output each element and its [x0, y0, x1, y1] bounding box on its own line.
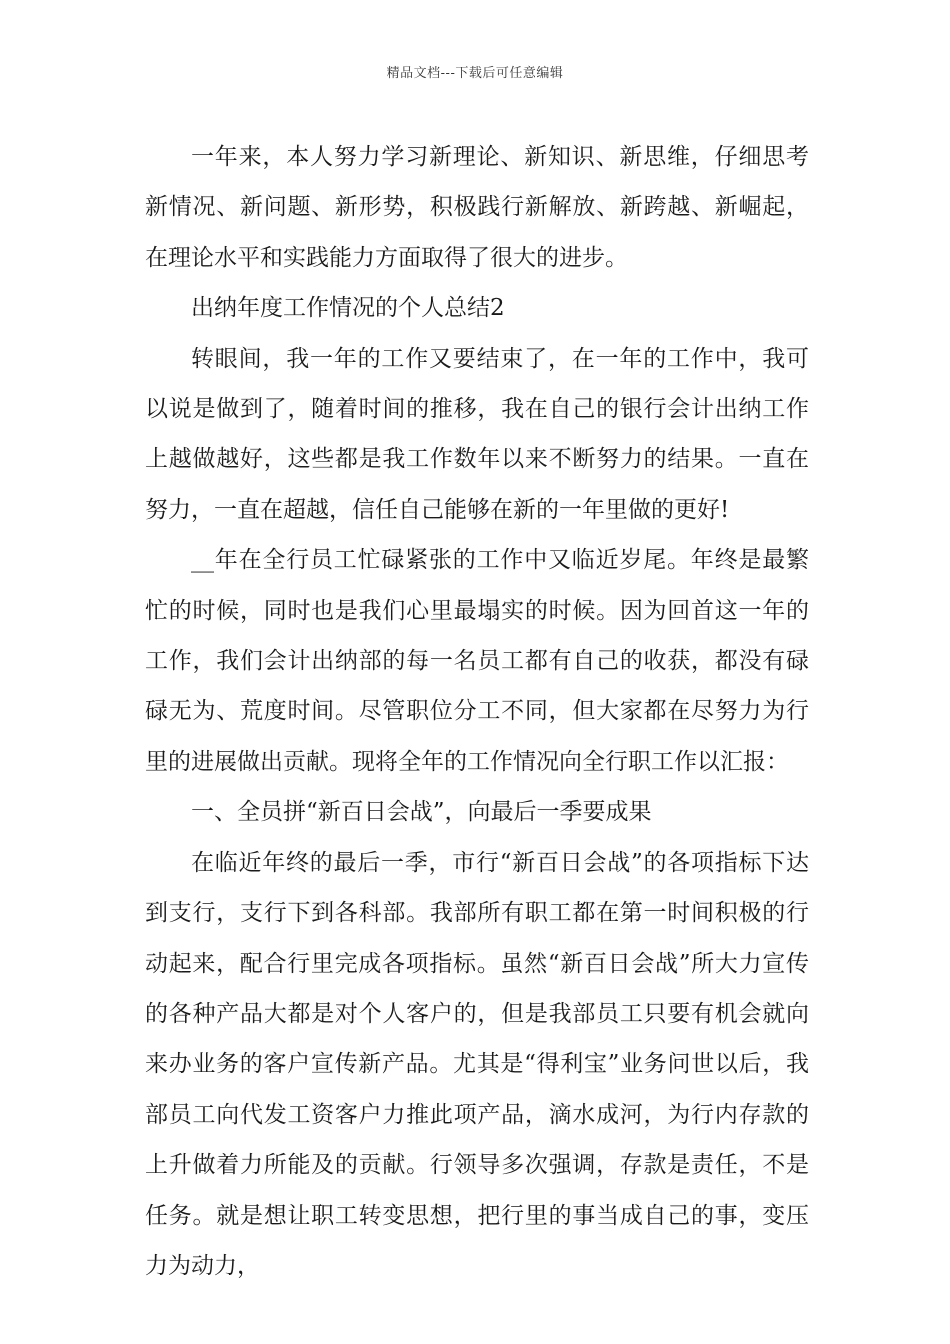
- paragraph: 转眼间，我一年的工作又要结束了，在一年的工作中，我可以说是做到了，随着时间的推移，我在自己的银行会计出纳工作上越做越好，这些都是我工作数年以来不断努力的结果。一直在努力，一直在超越，信任自己能够在新的一年里做的更好!: [145, 345, 809, 523]
- section-title: 出纳年度工作情况的个人总结2: [191, 295, 505, 322]
- paragraph: 在临近年终的最后一季，市行“新百日会战”的各项指标下达到支行，支行下到各科部。我部所有职工都在第一时间积极的行动起来，配合行里完成各项指标。虽然“新百日会战”所大力宣传的各种产品大都是对个人客户的，但是我部员工只要有机会就向来办业务的客户宣传新产品。尤其是“得利宝”业务问世以后，我部员工向代发工资客户力推此项产品，滴水成河，为行内存款的上升做着力所能及的贡献。行领导多次强调，存款是责任，不是任务。就是想让职工转变思想，把行里的事当成自己的事，变压力为动力，: [145, 849, 809, 1279]
- section-heading: 一、全员拼“新百日会战”，向最后一季要成果: [191, 799, 652, 826]
- page-header: 精品文档---下载后可任意编辑: [386, 66, 564, 81]
- paragraph-intro: 一年来，本人努力学习新理论、新知识、新思维，仔细思考新情况、新问题、新形势，积极践行新解放、新跨越、新崛起，在理论水平和实践能力方面取得了很大的进步。: [145, 144, 809, 271]
- document-body: [145, 132, 809, 1291]
- paragraph: __年在全行员工忙碌紧张的工作中又临近岁尾。年终是最繁忙的时候，同时也是我们心里最塌实的时候。因为回首这一年的工作，我们会计出纳部的每一名员工都有自己的收获，都没有碌碌无为、荒度时间。尽管职位分工不同，但大家都在尽努力为行里的进展做出贡献。现将全年的工作情况向全行职工作以汇报：: [145, 547, 809, 775]
